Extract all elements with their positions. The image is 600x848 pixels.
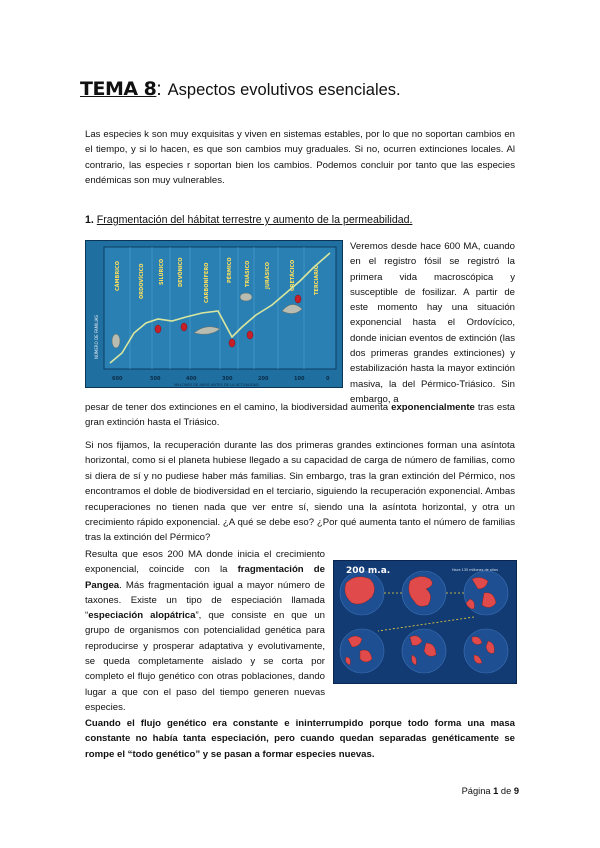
period-label: CARBONÍFERO: [204, 262, 210, 303]
current-page: 1: [493, 786, 499, 796]
extinction-marker: [295, 295, 301, 303]
text-span: Resulta que esos 200 MA donde inicia el crecimiento exponencial, coincide con la: [85, 549, 325, 576]
section-title: Fragmentación del hábitat terrestre y aumento de la permeabilidad.: [96, 214, 413, 226]
intro-paragraph: Las especies k son muy exquisitas y viven en sistemas estables, por lo que no soportan cambios en el tiempo, y si lo hacen, es que son cambios muy graduales. Si no, ocurren extinciones locales. Al contrario, las especies r soportan bien los cambios. Podemos concluir por tanto que las especies endémicas son muy vulnerables.: [85, 129, 515, 187]
continuation-paragraph: [85, 400, 515, 431]
fossil-chart: [86, 241, 342, 387]
pangea-paragraph: [85, 547, 325, 715]
emphasis: exponencialmente: [391, 402, 475, 413]
axis-tick: 600: [112, 376, 123, 382]
title-main: TEMA 8: [80, 78, 157, 100]
period-label: TRIÁSICO: [245, 260, 251, 287]
map-label: 200 m.a.: [346, 566, 391, 576]
fossil-record-figure: [85, 240, 343, 388]
total-pages: 9: [513, 786, 519, 796]
text-span: . Más fragmentación igual a mayor número de taxones. Existe un tipo de especiación llamada “: [85, 579, 325, 622]
emphasis: especiación alopátrica: [88, 610, 196, 622]
period-label: CRETÁCICO: [290, 259, 296, 291]
map-caption: Hace 135 millones de años: [452, 568, 498, 572]
axis-tick: 0: [326, 376, 330, 382]
period-label: ORDOVÍCICO: [139, 263, 145, 299]
analysis-paragraph: Si nos fijamos, la recuperación durante las dos primeras grandes extinciones forman una asíntota horizontal, como si el planeta hubiese llegado a su capacidad de carga de número de familias, como si diera de sí y no pudiese haber más familias. Sin embargo, tras la gran extinción del Pérmico, nos encontramos el doble de biodiversidad en el terciario, siguiendo la recuperación exponencial. Ambas recuperaciones no tienen nada que ver entre sí, siendo una la asíntota horizontal, y otra un crecimiento rápido exponencial. ¿A qué se debe eso? ¿Por qué aumenta tanto el número de familias tras la extinción del Pérmico?: [85, 440, 515, 544]
fossil-illustration: [240, 293, 252, 301]
side-paragraph: Veremos desde hace 600 MA, cuando en el registro fósil se registró la primera vida macroscópica y susceptible de fosilizar. A partir de este momento hay una situación exponencial hasta el Ordovícico, donde inician eventos de extinción (las dos primeras grandes extinciones) y estabilización hasta la mayor extinción masiva, la del Pérmico-Triásico. Sin embargo, a: [350, 241, 515, 405]
axis-tick: 300: [222, 376, 233, 382]
period-label: SILÚRICO: [159, 258, 165, 285]
y-axis-label: NÚMERO DE FAMILIAS: [94, 315, 99, 359]
page-number: [462, 786, 519, 796]
pangea-maps-figure: [333, 560, 517, 684]
fossil-illustration: [112, 334, 120, 348]
text-span: pesar de tener dos extinciones en el camino, la biodiversidad aumenta: [85, 402, 392, 413]
conclusion-paragraph: Cuando el flujo genético era constante e ininterrumpido porque todo forma una masa constante no había tanta especiación, pero cuando quedan separadas genéticamente se rompe el “todo genético” y se pasan a formar especies nuevas.: [85, 718, 515, 760]
page-title: [80, 78, 401, 101]
text-span: tras esta gran extinción hasta el Triásico.: [85, 402, 515, 429]
period-label: CÁMBRICO: [115, 261, 121, 291]
footer-prefix: Página: [461, 786, 494, 796]
axis-tick: 100: [294, 376, 305, 382]
extinction-marker: [181, 323, 187, 331]
axis-tick: 400: [186, 376, 197, 382]
extinction-marker: [247, 331, 253, 339]
extinction-marker: [155, 325, 161, 333]
section-heading: [85, 214, 412, 226]
pangea-maps: [334, 561, 516, 683]
period-label: JURÁSICO: [265, 261, 271, 289]
x-axis-label: MILLONES DE AÑOS ANTES DE LA ACTUALIDAD: [174, 383, 259, 387]
emphasis: fragmentación de Pangea: [85, 564, 325, 591]
text-span: ”, que consiste en que un grupo de organismos con potencialidad genética para reproducirse y prosperar adaptativa y evolutivamente, se queda completamente aislado y se corta por completo el flujo genético con otras poblaciones, dando lugar a que con el paso del tiempo generen nuevas especies.: [85, 610, 325, 713]
footer-middle: de: [498, 786, 514, 796]
period-label: TERCIARIO: [314, 264, 320, 295]
extinction-marker: [229, 339, 235, 347]
period-label: DEVÓNICO: [178, 257, 184, 287]
axis-tick: 200: [258, 376, 269, 382]
title-colon: :: [156, 79, 162, 100]
axis-tick: 500: [150, 376, 161, 382]
section-number: 1.: [85, 214, 94, 226]
period-label: PÉRMICO: [227, 257, 233, 283]
title-subtitle: Aspectos evolutivos esenciales.: [167, 81, 401, 99]
